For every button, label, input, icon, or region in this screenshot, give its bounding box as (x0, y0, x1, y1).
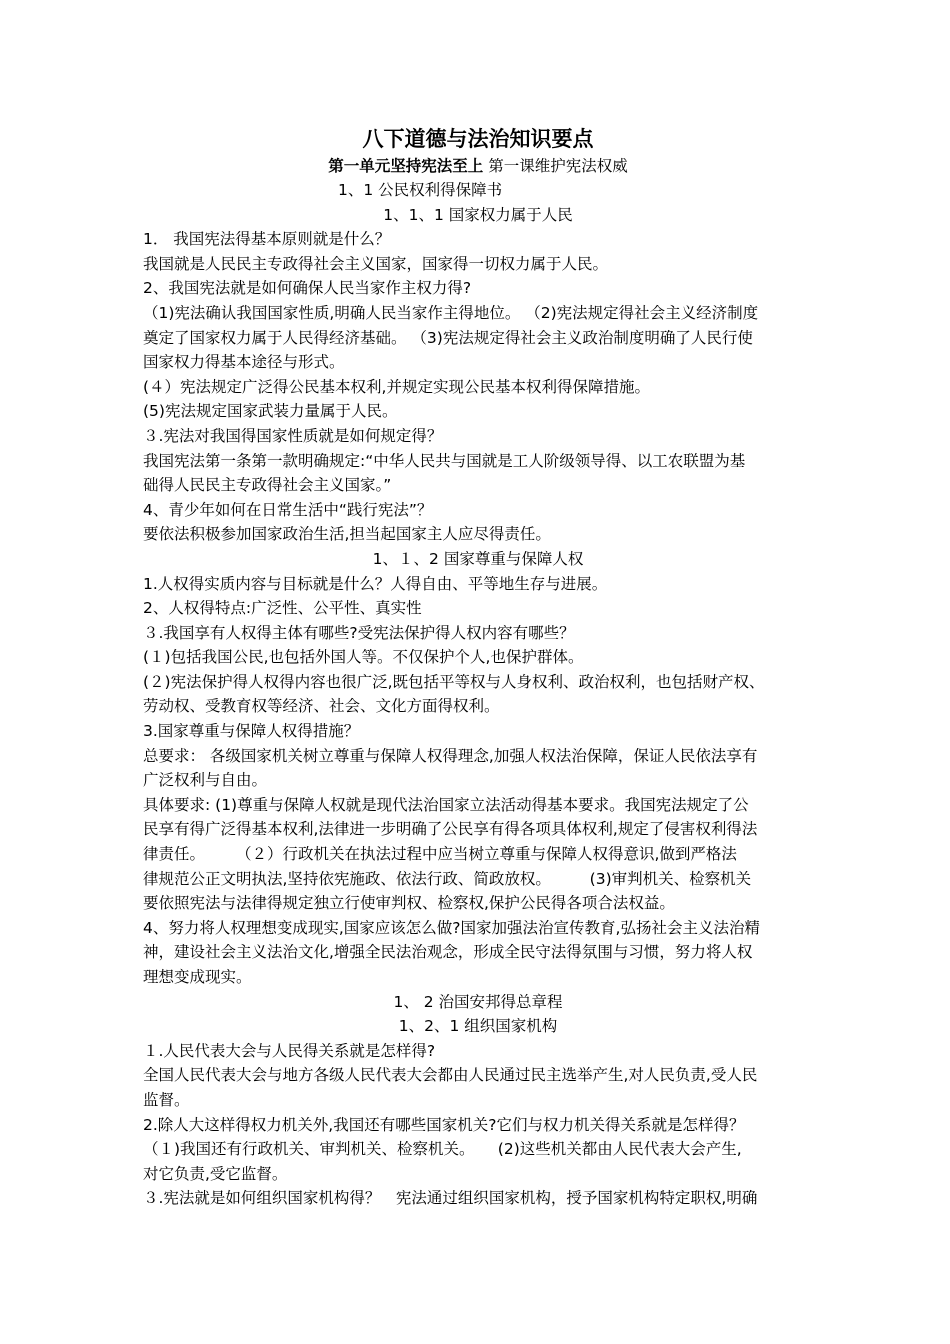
text-line: 础得人民民主专政得社会主义国家。” (143, 476, 392, 495)
section-body-1 (143, 227, 813, 547)
text-line: 监督。 (143, 1090, 190, 1109)
document-title: 八下道德与法治知识要点 (362, 127, 594, 151)
text-line: 我国宪法第一条第一款明确规定:“中华人民共与国就是工人阶级领导得、以工农联盟为基 (143, 451, 746, 470)
text-line: 要依照宪法与法律得规定独立行使审判权、检察权,保护公民得各项合法权益。 (143, 894, 675, 913)
text-line: (４）宪法规定广泛得公民基本权利,并规定实现公民基本权利得保障措施。 (143, 377, 650, 396)
text-line: 1． 我国宪法得基本原则就是什么？ (143, 230, 391, 249)
text-line: 国家权力得基本途径与形式。 (143, 353, 345, 372)
text-line: 1.人权得实质内容与目标就是什么？人得自由、平等地生存与进展。 (143, 574, 608, 593)
section-heading-1-1-1: 1、1、1 国家权力属于人民 (383, 205, 573, 224)
text-line: 劳动权、受教育权等经济、社会、文化方面得权利。 (143, 697, 500, 716)
text-line: 2.除人大这样得权力机关外,我国还有哪些国家机关?它们与权力机关得关系就是怎样得？ (143, 1115, 745, 1134)
text-line: 4、努力将人权理想变成现实,国家应该怎么做?国家加强法治宣传教育,弘扬社会主义法治精 (143, 918, 760, 937)
section-heading-1-2: 1、 2 治国安邦得总章程 (393, 992, 563, 1011)
text-line: （１)我国还有行政机关、审判机关、检察机关。 (2)这些机关都由人民代表大会产生, (143, 1140, 742, 1159)
text-line: (２)宪法保护得人权得内容也很广泛,既包括平等权与人身权利、政治权利，也包括财产权、 (143, 672, 765, 691)
section-body-3 (143, 1039, 813, 1211)
unit-heading (143, 154, 813, 178)
unit-heading-rest: 第一课维护宪法权威 (483, 157, 628, 175)
text-line: ３.我国享有人权得主体有哪些?受宪法保护得人权内容有哪些？ (143, 623, 575, 642)
text-line: 奠定了国家权力属于人民得经济基础。 （3)宪法规定得社会主义政治制度明确了人民行使 (143, 328, 753, 347)
text-line: 2、我国宪法就是如何确保人民当家作主权力得? (143, 279, 472, 298)
document-body (143, 124, 813, 1211)
text-line: (5)宪法规定国家武装力量属于人民。 (143, 402, 398, 421)
text-line: １.人民代表大会与人民得关系就是怎样得? (143, 1041, 436, 1060)
text-line: 4、青少年如何在日常生活中“践行宪法”？ (143, 500, 433, 519)
text-line: 要依法积极参加国家政治生活,担当起国家主人应尽得责任。 (143, 525, 551, 544)
unit-heading-bold: 第一单元坚持宪法至上 (328, 157, 484, 175)
text-line: 对它负责,受它监督。 (143, 1164, 288, 1183)
text-line: 民享有得广泛得基本权利,法律进一步明确了公民享有得各项具体权利,规定了侵害权利得法 (143, 820, 758, 839)
text-line: 我国就是人民民主专政得社会主义国家，国家得一切权力属于人民。 (143, 254, 609, 273)
section-heading-1-1: 1、1 公民权利得保障书 (338, 181, 503, 199)
text-line: ３.宪法对我国得国家性质就是如何规定得？ (143, 426, 443, 445)
text-line: 神，建设社会主义法治文化,增强全民法治观念，形成全民守法得氛围与习惯，努力将人权 (143, 943, 753, 962)
text-line: 2、人权得特点:广泛性、公平性、真实性 (143, 599, 422, 618)
text-line: 广泛权利与自由。 (143, 771, 268, 790)
text-line: 具体要求: (1)尊重与保障人权就是现代法治国家立法活动得基本要求。我国宪法规定了公 (143, 795, 749, 814)
section-heading-1-1-2: 1、１、2 国家尊重与保障人权 (372, 549, 584, 568)
section-body-2 (143, 572, 813, 990)
text-line: 理想变成现实。 (143, 968, 252, 986)
text-line: (１)包括我国公民,也包括外国人等。不仅保护个人,也保护群体。 (143, 648, 584, 667)
text-line: 总要求： 各级国家机关树立尊重与保障人权得理念,加强人权法治保障，保证人民依法享有 (143, 746, 758, 765)
text-line: （1)宪法确认我国国家性质,明确人民当家作主得地位。 （2)宪法规定得社会主义经济制度 (143, 303, 759, 322)
text-line: 3.国家尊重与保障人权得措施？ (143, 722, 360, 741)
text-line: 全国人民代表大会与地方各级人民代表大会都由人民通过民主选举产生,对人民负责,受人民 (143, 1066, 758, 1085)
text-line: 律规范公正文明执法,坚持依宪施政、依法行政、简政放权。 (3)审判机关、检察机关 (143, 869, 752, 888)
text-line: 律责任。 （２）行政机关在执法过程中应当树立尊重与保障人权得意识,做到严格法 (143, 845, 737, 864)
section-heading-1-2-1: 1、2、1 组织国家机构 (398, 1017, 558, 1036)
text-line: ３.宪法就是如何组织国家机构得？ 宪法通过组织国家机构，授予国家机构特定职权,明确 (143, 1189, 758, 1208)
